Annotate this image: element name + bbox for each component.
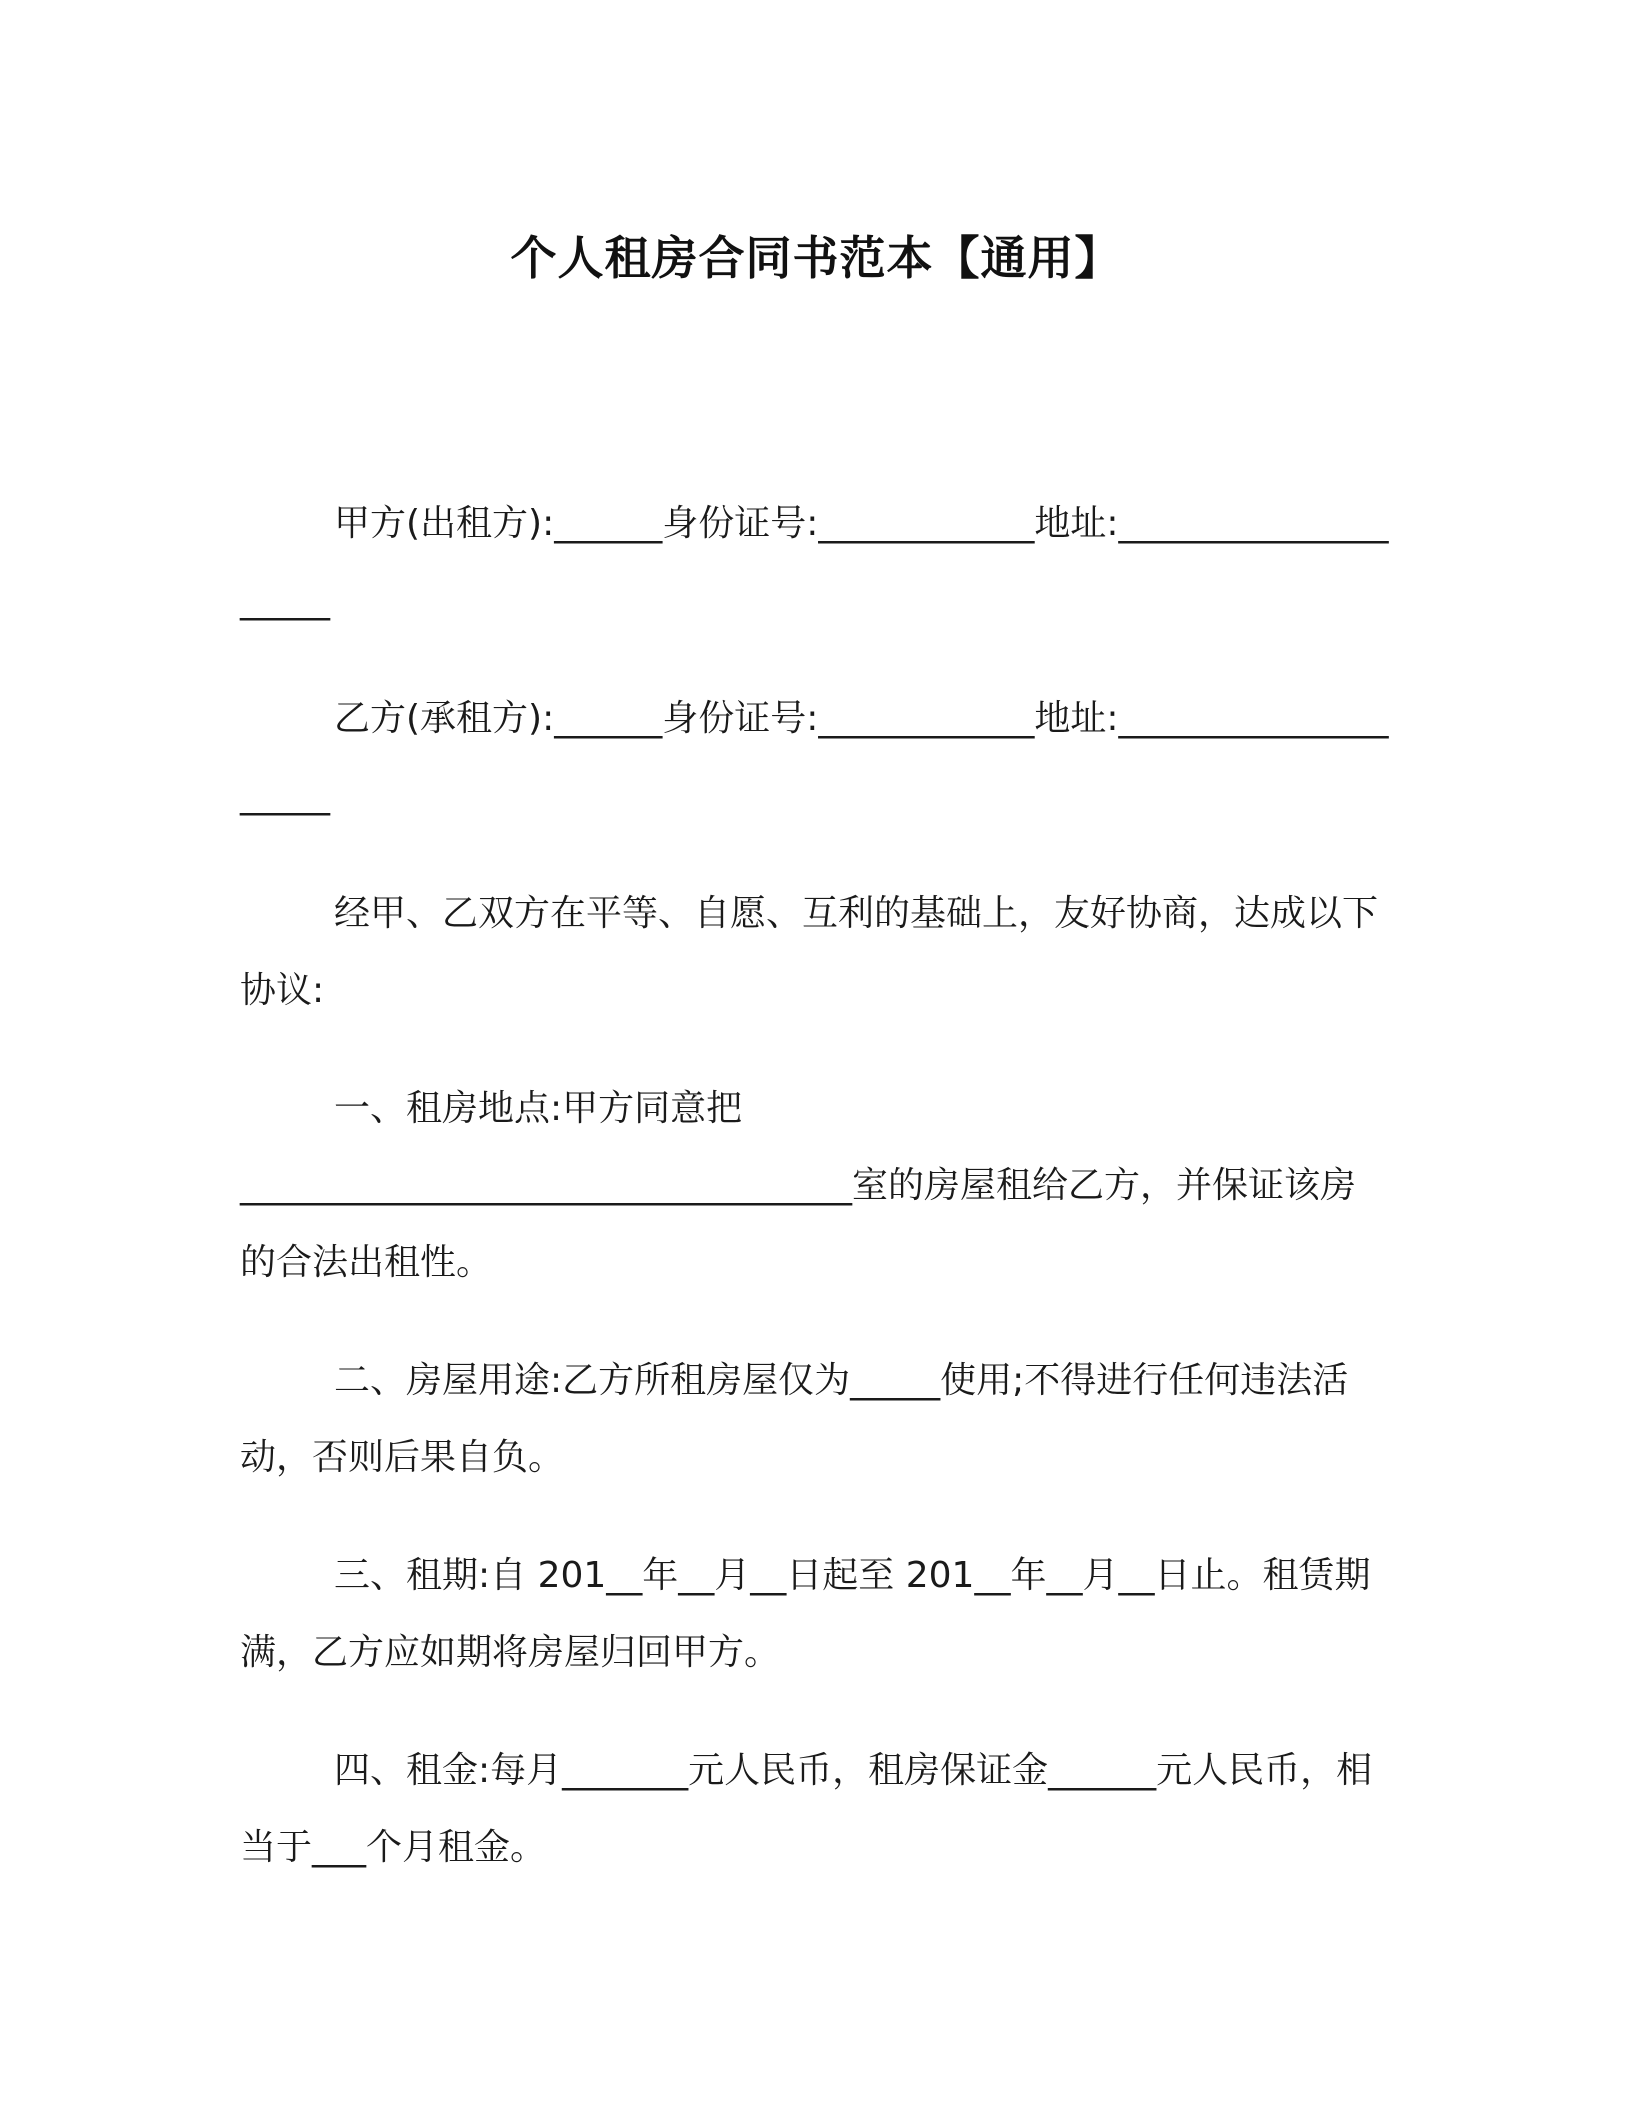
clause-2-paragraph: 二、房屋用途:乙方所租房屋仅为_____使用;不得进行任何违法活动，否则后果自负。 [240, 1360, 1349, 1478]
preamble-paragraph: 经甲、乙双方在平等、自愿、互利的基础上，友好协商，达成以下协议: [240, 893, 1379, 1011]
clause-4-paragraph: 四、租金:每月_______元人民币，租房保证金______元人民币，相当于___个月租金。 [240, 1750, 1373, 1868]
clause-1-paragraph: 一、租房地点:甲方同意把 __________________________________室的房屋租给乙方，并保证该房的合法出租性。 [240, 1088, 1357, 1283]
clause-3-paragraph: 三、租期:自 201__年__月__日起至 201__年__月__日止。租赁期满，乙方应如期将房屋归回甲方。 [240, 1555, 1371, 1673]
document-title: 个人租房合同书范本【通用】 [510, 231, 1122, 285]
document-body [240, 485, 1390, 1927]
party-a-paragraph: 甲方(出租方):______身份证号:____________地址:____________________ [240, 503, 1389, 621]
party-b-paragraph: 乙方(承租方):______身份证号:____________地址:____________________ [240, 698, 1389, 816]
